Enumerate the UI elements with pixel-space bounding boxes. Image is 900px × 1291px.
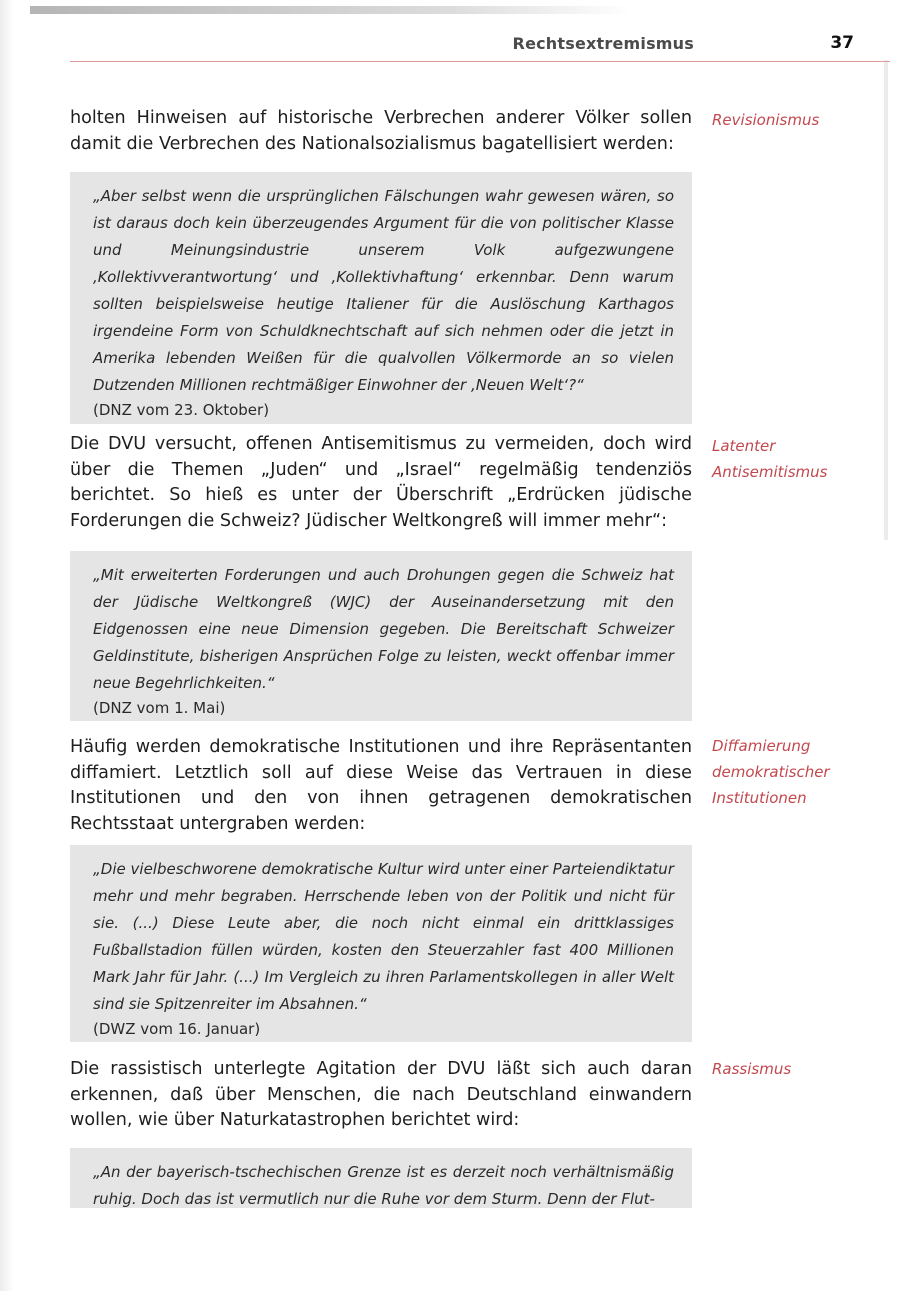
running-title: Rechtsextremismus [512, 34, 694, 53]
quote-block [70, 551, 692, 721]
margin-note-antisemitismus: Latenter Antisemitismus [712, 437, 828, 481]
page-header [70, 34, 890, 64]
body-paragraph: Häufig werden demokratische Institutionen und ihre Repräsentanten diffamiert. Letztlich soll auf diese Weise das Vertrauen in diese Institutionen und den von ihnen getragenen demokratischen Rechtsstaat untergraben werden: [70, 737, 692, 834]
quote-source: (DNZ vom 1. Mai) [93, 699, 226, 717]
quote-text: „Aber selbst wenn die ursprünglichen Fälschungen wahr gewesen wären, so ist daraus doch kein überzeugendes Argument für die von politischer Klasse und Meinungsindustrie unserem Volk aufgezwungene ‚Kollektivverantwortung‘ und ‚Kollektivhaftung‘ erkennbar. Denn warum sollten beispielsweise heutige Italiener für die Auslöschung Karthagos irgendeine Form von Schuldknechtschaft auf sich nehmen oder die jetzt in Amerika lebenden Weißen für die qualvollen Völkermorde an so vielen Dutzenden Millionen rechtmäßiger Einwohner der ‚Neuen Welt‘?“ [93, 187, 674, 394]
quote-text: „Mit erweiterten Forderungen und auch Drohungen gegen die Schweiz hat der Jüdische Weltkongreß (WJC) der Auseinandersetzung mit den Eidgenossen eine neue Dimension gegeben. Die Bereitschaft Schweizer Geldinstitute, bisherigen Ansprüchen Folge zu leisten, weckt offenbar immer neue Begehrlichkeiten.“ [93, 566, 674, 692]
margin-note-revisionismus: Revisionismus [712, 111, 820, 129]
margin-note-rassismus: Rassismus [712, 1060, 792, 1078]
body-paragraph: holten Hinweisen auf historische Verbrechen anderer Völker sollen damit die Verbrechen des Nationalsozialismus bagatellisiert werden: [70, 108, 692, 154]
section-rassismus [70, 1057, 692, 1134]
section-diffamierung [70, 735, 692, 837]
section-revisionismus [70, 106, 692, 157]
body-paragraph: Die rassistisch unterlegte Agitation der DVU läßt sich auch daran erkennen, daß über Menschen, die nach Deutschland einwandern wollen, wie über Naturkatastrophen berichtet wird: [70, 1059, 692, 1130]
body-paragraph: Die DVU versucht, offenen Antisemitismus zu vermeiden, doch wird über die Themen „Juden“ und „Israel“ regelmäßig tendenziös berichtet. So hieß es unter der Überschrift „Erdrücken jüdische Forderungen die Schweiz? Jüdischer Weltkongreß will immer mehr“: [70, 434, 692, 531]
quote-block [70, 172, 692, 424]
quote-source: (DWZ vom 16. Januar) [93, 1020, 261, 1038]
header-rule [70, 61, 890, 62]
page-number: 37 [830, 33, 854, 53]
quote-block [70, 845, 692, 1042]
page-right-edge [884, 60, 888, 540]
section-antisemitismus [70, 432, 692, 534]
quote-block [70, 1148, 692, 1208]
quote-source: (DNZ vom 23. Oktober) [93, 401, 270, 419]
quote-text: „Die vielbeschworene demokratische Kultur wird unter einer Parteiendiktatur mehr und mehr begraben. Herrschende leben von der Politik und nicht für sie. (...) Diese Leute aber, die noch nicht einmal ein drittklassiges Fußballstadion füllen würden, kosten den Steuerzahler fast 400 Millionen Mark Jahr für Jahr. (...) Im Vergleich zu ihren Parlamentskollegen in aller Welt sind sie Spitzenreiter im Absahnen.“ [93, 860, 674, 1013]
scan-top-shadow [30, 6, 630, 14]
margin-note-diffamierung: Diffamierung demokratischer Institutionen [712, 737, 830, 807]
page-left-edge [0, 0, 14, 1291]
quote-text: „An der bayerisch-tschechischen Grenze ist es derzeit noch verhältnismäßig ruhig. Doch das ist vermutlich nur die Ruhe vor dem Sturm. Denn der Flut- [93, 1163, 674, 1208]
